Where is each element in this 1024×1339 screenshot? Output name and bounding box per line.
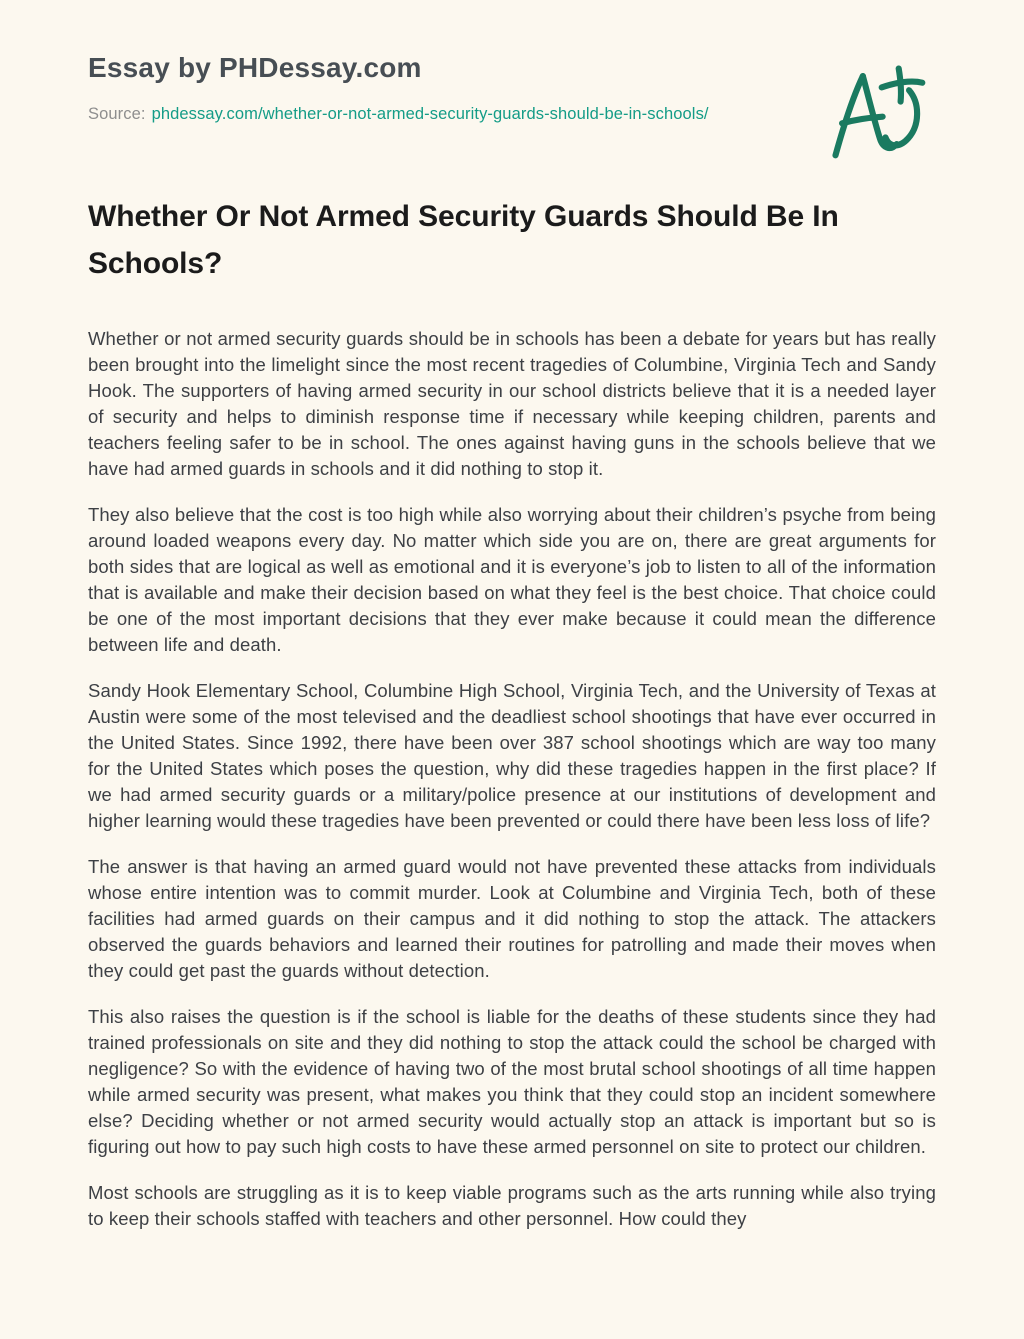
essay-paragraph: They also believe that the cost is too high while also worrying about their children’s psyche from being around loaded weapons every day. No matter which side you are on, there are great arguments for both sides that are logical as well as emotional and it is everyone’s job to listen to all of the information that is available and make their decision based on what they feel is the best choice. That choice could be one of the most important decisions that they ever make because it could mean the difference between life and death.	[88, 504, 936, 655]
essay-paragraph: The answer is that having an armed guard would not have prevented these attacks from individuals whose entire intention was to commit murder. Look at Columbine and Virginia Tech, both of these facilities had armed guards on their campus and it did nothing to stop the attack. The attackers observed the guards behaviors and learned their routines for patrolling and made their moves when they could get past the guards without detection.	[88, 856, 936, 981]
source-label: Source:	[88, 105, 146, 123]
essay-paragraph: Whether or not armed security guards should be in schools has been a debate for years but has really been brought into the limelight since the most recent tragedies of Columbine, Virginia Tech and Sandy Hook. The supporters of having armed security in our school districts believe that it is a needed layer of security and helps to diminish response time if necessary while keeping children, parents and teachers feeling safer to be in school. The ones against having guns in the schools believe that we have had armed guards in schools and it did nothing to stop it.	[88, 328, 936, 479]
document-header	[88, 52, 936, 124]
source-line	[88, 105, 936, 124]
source-link[interactable]: phdessay.com/whether-or-not-armed-security-guards-should-be-in-schools/	[151, 105, 709, 123]
essay-paragraph: Sandy Hook Elementary School, Columbine High School, Virginia Tech, and the University of Texas at Austin were some of the most televised and the deadliest school shootings that have ever occurred in the United States. Since 1992, there have been over 387 school shootings which are way too many for the United States which poses the question, why did these tragedies happen in the first place? If we had armed security guards or a military/police presence at our institutions of development and higher learning would these tragedies have been prevented or could there have been less loss of life?	[88, 680, 936, 831]
essay-byline-heading: Essay by PHDessay.com	[88, 52, 422, 83]
a-plus-logo-icon	[827, 62, 927, 160]
essay-paragraph: Most schools are struggling as it is to keep viable programs such as the arts running while also trying to keep their schools staffed with teachers and other personnel. How could they	[88, 1182, 936, 1229]
essay-body	[88, 326, 936, 1232]
article-title: Whether Or Not Armed Security Guards Should Be In Schools?	[88, 200, 839, 280]
essay-paragraph: This also raises the question is if the school is liable for the deaths of these students since they had trained professionals on site and they did nothing to stop the attack could the school be charged with negligence? So with the evidence of having two of the most brutal school shootings of all time happen while armed security was present, what makes you think that they could stop an incident somewhere else? Deciding whether or not armed security would actually stop an attack is important but so is figuring out how to pay such high costs to have these armed personnel on site to protect our children.	[88, 1006, 936, 1157]
